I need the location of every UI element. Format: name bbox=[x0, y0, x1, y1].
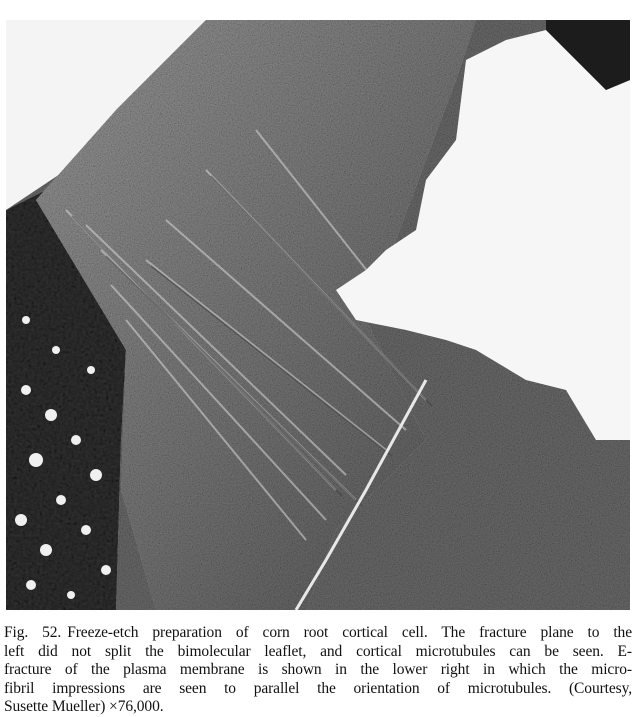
micrograph-svg bbox=[6, 20, 630, 610]
caption-line-2: left did not split the bimolecular leaflet, and cortical microtubules can be seen. E- bbox=[4, 642, 632, 660]
figure-caption bbox=[4, 624, 632, 717]
caption-line-5: Susette Mueller) ×76,000. bbox=[4, 698, 164, 715]
caption-line-1 bbox=[4, 624, 632, 643]
caption-line-3: fracture of the plasma membrane is shown in the lower right in which the micro- bbox=[4, 661, 632, 678]
figure-label: Fig. 52. bbox=[4, 624, 62, 641]
freeze-etch-micrograph bbox=[6, 20, 630, 610]
caption-line-4: fibril impressions are seen to parallel the orientation of microtubules. (Courtesy, bbox=[4, 679, 632, 697]
caption-line-1-text: Freeze-etch preparation of corn root cortical cell. The fracture plane to the bbox=[67, 624, 632, 641]
